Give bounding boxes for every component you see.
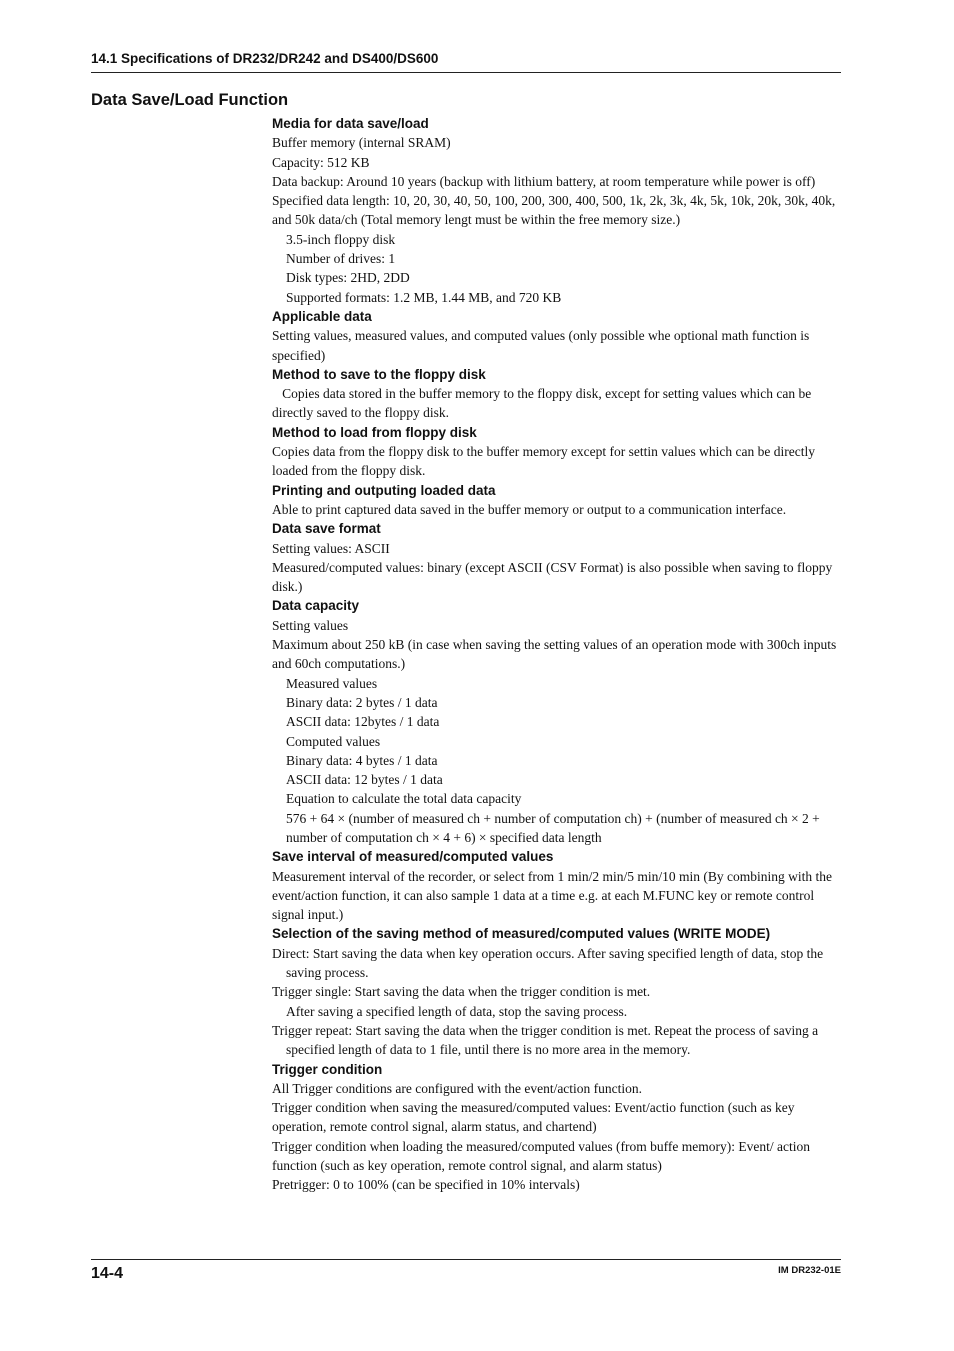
spec-text: Computed values — [286, 733, 381, 749]
page-number: 14-4 — [91, 1265, 124, 1282]
spec-text: Binary data: 2 bytes / 1 data — [286, 694, 438, 710]
spec-text: Setting values — [272, 617, 349, 633]
spec-heading: Method to load from floppy disk — [272, 424, 477, 440]
spec-text: Copies data from the floppy disk to the buffer memory except for settin values which can be directly loaded from the floppy disk. — [272, 444, 815, 479]
spec-heading: Method to save to the floppy disk — [272, 366, 486, 382]
spec-heading: Applicable data — [272, 308, 372, 324]
spec-text: Copies data stored in the buffer memory to the floppy disk, except for setting values which can be directly saved to the floppy disk. — [272, 386, 812, 421]
spec-text: ASCII data: 12bytes / 1 data — [286, 714, 440, 730]
spec-text: 576 + 64 × (number of measured ch + number of computation ch) + (number of measured ch × 2 + number of computation ch × 4 + 6) × specified data length — [286, 810, 820, 845]
spec-text: Data backup: Around 10 years (backup with lithium battery, at room temperature while power is off) — [272, 173, 816, 189]
spec-text: Specified data length: 10, 20, 30, 40, 50, 100, 200, 300, 400, 500, 1k, 2k, 3k, 4k, 5k, 10k, 20k, 30k, 40k, and 50k data/ch (Total memory lengt must be within the free memory size.) — [272, 193, 836, 228]
spec-text: Maximum about 250 kB (in case when saving the setting values of an operation mode with 300ch inputs and 60ch computations.) — [272, 637, 837, 672]
spec-body — [272, 114, 841, 1195]
running-header: 14.1 Specifications of DR232/DR242 and DS400/DS600 — [91, 51, 439, 66]
spec-text: Binary data: 4 bytes / 1 data — [286, 752, 438, 768]
spec-text: Pretrigger: 0 to 100% (can be specified in 10% intervals) — [272, 1177, 580, 1193]
spec-text: Capacity: 512 KB — [272, 154, 370, 170]
spec-text: All Trigger conditions are configured with the event/action function. — [272, 1080, 643, 1096]
spec-text: After saving a specified length of data, stop the saving process. — [286, 1003, 628, 1019]
spec-text: Trigger repeat: Start saving the data when the trigger condition is met. Repeat the process of saving a specified length of data to 1 file, until there is no more area in the memory. — [272, 1022, 819, 1058]
spec-text: 3.5-inch floppy disk — [286, 231, 396, 247]
spec-text: Direct: Start saving the data when key operation occurs. After saving specified length of data, stop the saving process. — [272, 945, 824, 981]
spec-heading: Data save format — [272, 521, 381, 537]
spec-text: Trigger single: Start saving the data when the trigger condition is met. — [272, 984, 651, 1000]
spec-heading: Save interval of measured/computed values — [272, 849, 554, 865]
spec-text: Measured values — [286, 675, 378, 691]
spec-heading: Media for data save/load — [272, 116, 429, 131]
spec-text: Equation to calculate the total data capacity — [286, 791, 522, 807]
spec-text: Setting values, measured values, and computed values (only possible whe optional math function is specified) — [272, 328, 810, 363]
spec-heading: Data capacity — [272, 598, 360, 614]
document-id: IM DR232-01E — [778, 1265, 841, 1276]
section-title: Data Save/Load Function — [91, 91, 289, 109]
spec-text: Disk types: 2HD, 2DD — [286, 270, 410, 286]
spec-text: Setting values: ASCII — [272, 540, 390, 556]
footer-rule — [91, 1259, 841, 1260]
spec-text: Supported formats: 1.2 MB, 1.44 MB, and 720 KB — [286, 289, 562, 305]
spec-heading: Trigger condition — [272, 1061, 383, 1077]
spec-text: ASCII data: 12 bytes / 1 data — [286, 772, 443, 788]
spec-text: Able to print captured data saved in the buffer memory or output to a communication interface. — [272, 501, 787, 517]
spec-text: Measurement interval of the recorder, or select from 1 min/2 min/5 min/10 min (By combining with the event/action function, it can also sample 1 data at a time e.g. at each M.FUNC key or remote control signal input.) — [272, 868, 832, 923]
spec-text: Measured/computed values: binary (except ASCII (CSV Format) is also possible when saving to floppy disk.) — [272, 559, 833, 595]
spec-text: Trigger condition when saving the measured/computed values: Event/actio function (such as key operation, remote control signal, alarm status, and chartend) — [272, 1100, 795, 1135]
spec-text: Trigger condition when loading the measured/computed values (from buffe memory): Event/ action function (such as key operation, remote control signal, and alarm status) — [272, 1138, 810, 1174]
spec-text: Number of drives: 1 — [286, 251, 396, 267]
spec-heading: Selection of the saving method of measured/computed values (WRITE MODE) — [272, 926, 771, 942]
spec-text: Buffer memory (internal SRAM) — [272, 135, 451, 151]
header-rule — [91, 72, 841, 73]
spec-heading: Printing and outputing loaded data — [272, 482, 496, 498]
